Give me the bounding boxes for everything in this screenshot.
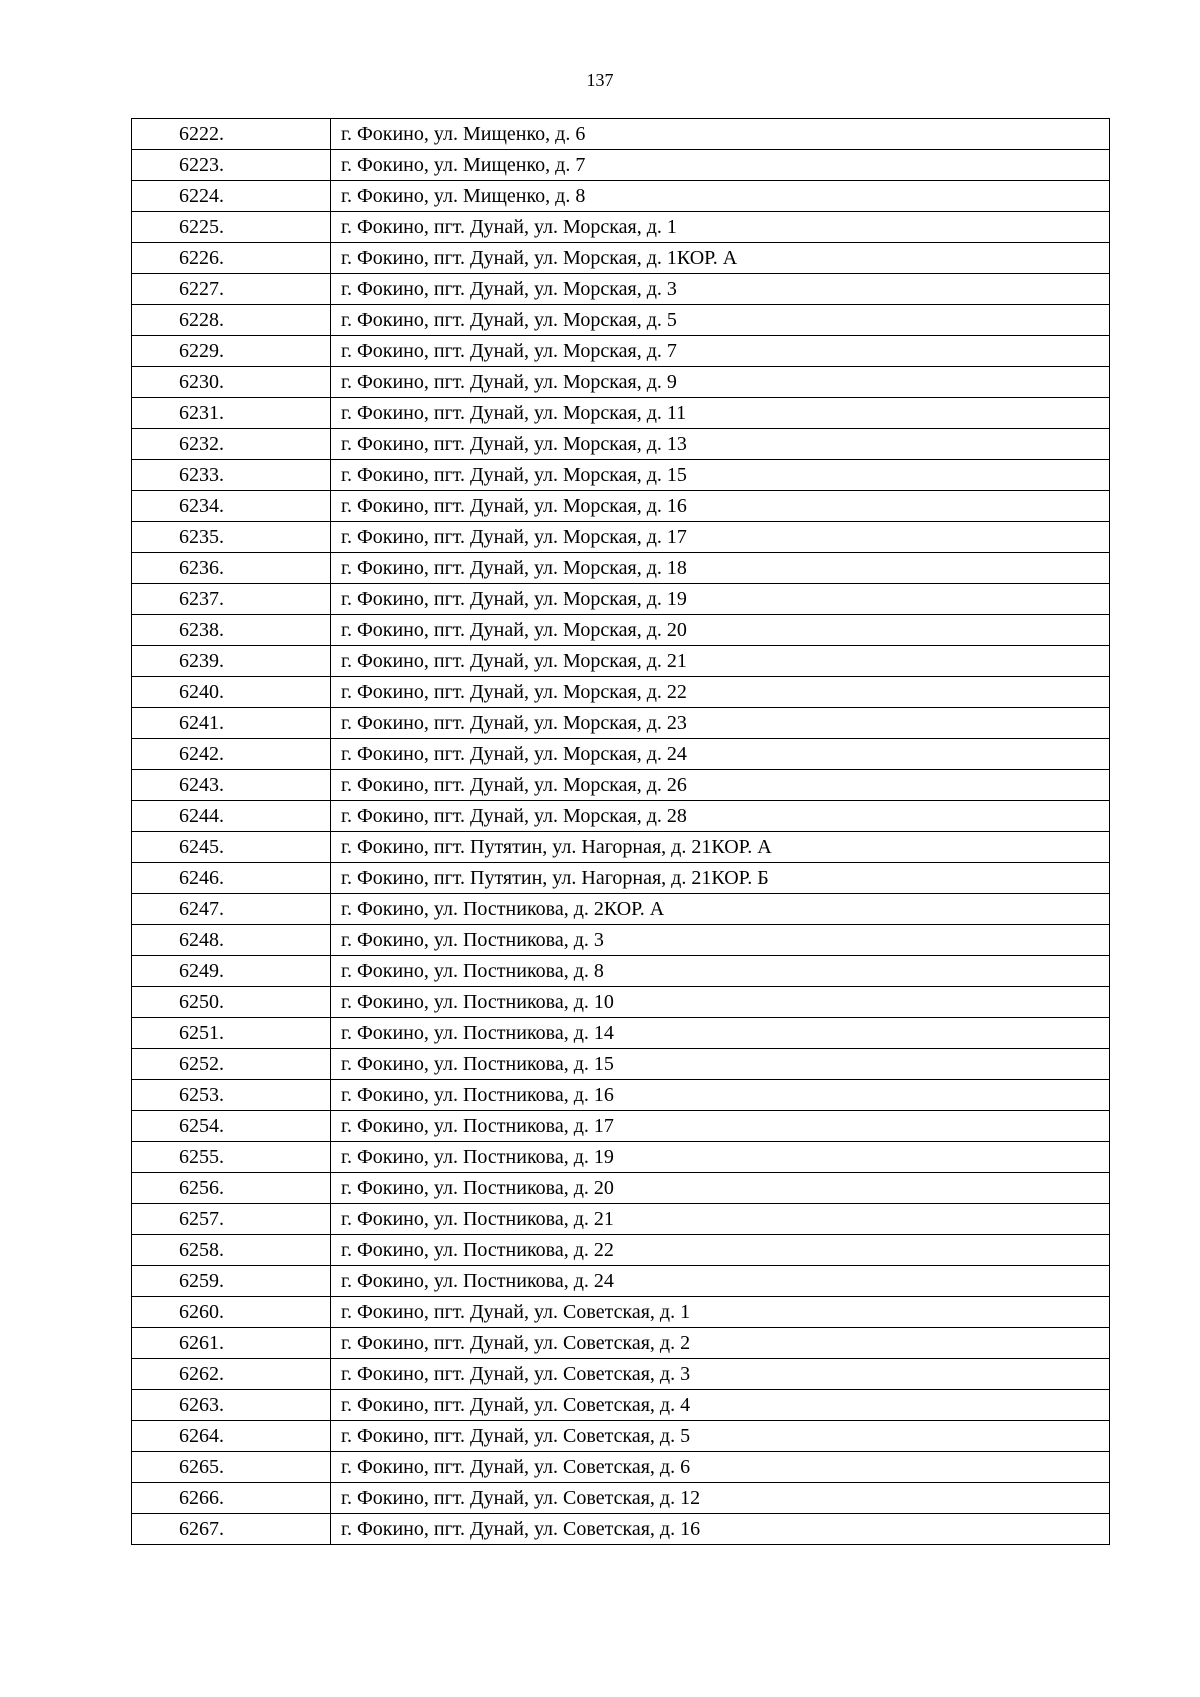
address-cell: г. Фокино, пгт. Дунай, ул. Советская, д. 2: [331, 1328, 1110, 1359]
table-row: [132, 863, 1110, 894]
address-cell: г. Фокино, ул. Постникова, д. 10: [331, 987, 1110, 1018]
address-cell: г. Фокино, пгт. Дунай, ул. Морская, д. 17: [331, 522, 1110, 553]
address-cell: г. Фокино, пгт. Дунай, ул. Морская, д. 3: [331, 274, 1110, 305]
table-row: [132, 181, 1110, 212]
row-number-cell: 6238.: [132, 615, 331, 646]
table-row: [132, 119, 1110, 150]
table-row: [132, 1514, 1110, 1545]
row-number-cell: 6226.: [132, 243, 331, 274]
address-cell: г. Фокино, пгт. Дунай, ул. Морская, д. 1: [331, 212, 1110, 243]
row-number-cell: 6248.: [132, 925, 331, 956]
table-row: [132, 677, 1110, 708]
address-cell: г. Фокино, пгт. Дунай, ул. Советская, д. 12: [331, 1483, 1110, 1514]
address-cell: г. Фокино, пгт. Дунай, ул. Морская, д. 7: [331, 336, 1110, 367]
address-cell: г. Фокино, пгт. Дунай, ул. Морская, д. 18: [331, 553, 1110, 584]
address-cell: г. Фокино, пгт. Дунай, ул. Морская, д. 9: [331, 367, 1110, 398]
page-number: 137: [586, 70, 614, 90]
row-number-cell: 6252.: [132, 1049, 331, 1080]
table-row: [132, 801, 1110, 832]
address-cell: г. Фокино, ул. Постникова, д. 24: [331, 1266, 1110, 1297]
row-number-cell: 6234.: [132, 491, 331, 522]
address-cell: г. Фокино, пгт. Дунай, ул. Морская, д. 15: [331, 460, 1110, 491]
table-row: [132, 894, 1110, 925]
table-row: [132, 243, 1110, 274]
table-row: [132, 1297, 1110, 1328]
address-cell: г. Фокино, ул. Постникова, д. 22: [331, 1235, 1110, 1266]
row-number-cell: 6263.: [132, 1390, 331, 1421]
table-row: [132, 274, 1110, 305]
table-row: [132, 1328, 1110, 1359]
row-number-cell: 6246.: [132, 863, 331, 894]
address-cell: г. Фокино, ул. Мищенко, д. 6: [331, 119, 1110, 150]
address-cell: г. Фокино, пгт. Дунай, ул. Советская, д. 6: [331, 1452, 1110, 1483]
row-number-cell: 6264.: [132, 1421, 331, 1452]
row-number-cell: 6254.: [132, 1111, 331, 1142]
address-cell: г. Фокино, пгт. Дунай, ул. Морская, д. 5: [331, 305, 1110, 336]
table-row: [132, 770, 1110, 801]
address-cell: г. Фокино, пгт. Дунай, ул. Морская, д. 28: [331, 801, 1110, 832]
table-row: [132, 739, 1110, 770]
row-number-cell: 6257.: [132, 1204, 331, 1235]
row-number-cell: 6239.: [132, 646, 331, 677]
table-row: [132, 584, 1110, 615]
row-number-cell: 6229.: [132, 336, 331, 367]
address-cell: г. Фокино, пгт. Дунай, ул. Морская, д. 21: [331, 646, 1110, 677]
table-row: [132, 460, 1110, 491]
address-cell: г. Фокино, пгт. Дунай, ул. Советская, д. 4: [331, 1390, 1110, 1421]
row-number-cell: 6245.: [132, 832, 331, 863]
table-row: [132, 522, 1110, 553]
address-cell: г. Фокино, ул. Мищенко, д. 8: [331, 181, 1110, 212]
table-row: [132, 150, 1110, 181]
table-row: [132, 491, 1110, 522]
table-row: [132, 1483, 1110, 1514]
table-row: [132, 956, 1110, 987]
row-number-cell: 6249.: [132, 956, 331, 987]
row-number-cell: 6235.: [132, 522, 331, 553]
address-cell: г. Фокино, ул. Постникова, д. 20: [331, 1173, 1110, 1204]
row-number-cell: 6233.: [132, 460, 331, 491]
row-number-cell: 6265.: [132, 1452, 331, 1483]
row-number-cell: 6227.: [132, 274, 331, 305]
row-number-cell: 6242.: [132, 739, 331, 770]
table-row: [132, 987, 1110, 1018]
row-number-cell: 6244.: [132, 801, 331, 832]
address-cell: г. Фокино, ул. Постникова, д. 14: [331, 1018, 1110, 1049]
table-row: [132, 305, 1110, 336]
row-number-cell: 6223.: [132, 150, 331, 181]
address-cell: г. Фокино, ул. Постникова, д. 3: [331, 925, 1110, 956]
address-cell: г. Фокино, пгт. Дунай, ул. Советская, д. 5: [331, 1421, 1110, 1452]
table-row: [132, 1111, 1110, 1142]
table-row: [132, 398, 1110, 429]
address-cell: г. Фокино, пгт. Дунай, ул. Морская, д. 19: [331, 584, 1110, 615]
row-number-cell: 6225.: [132, 212, 331, 243]
row-number-cell: 6259.: [132, 1266, 331, 1297]
row-number-cell: 6241.: [132, 708, 331, 739]
address-cell: г. Фокино, пгт. Путятин, ул. Нагорная, д. 21КОР. Б: [331, 863, 1110, 894]
table-row: [132, 1049, 1110, 1080]
address-cell: г. Фокино, ул. Постникова, д. 8: [331, 956, 1110, 987]
table-row: [132, 615, 1110, 646]
row-number-cell: 6247.: [132, 894, 331, 925]
address-cell: г. Фокино, пгт. Дунай, ул. Советская, д. 1: [331, 1297, 1110, 1328]
row-number-cell: 6260.: [132, 1297, 331, 1328]
address-cell: г. Фокино, ул. Постникова, д. 16: [331, 1080, 1110, 1111]
table-row: [132, 336, 1110, 367]
address-cell: г. Фокино, пгт. Дунай, ул. Морская, д. 22: [331, 677, 1110, 708]
row-number-cell: 6255.: [132, 1142, 331, 1173]
table-row: [132, 1421, 1110, 1452]
address-cell: г. Фокино, пгт. Дунай, ул. Морская, д. 26: [331, 770, 1110, 801]
row-number-cell: 6228.: [132, 305, 331, 336]
row-number-cell: 6250.: [132, 987, 331, 1018]
address-cell: г. Фокино, пгт. Дунай, ул. Морская, д. 24: [331, 739, 1110, 770]
row-number-cell: 6253.: [132, 1080, 331, 1111]
row-number-cell: 6261.: [132, 1328, 331, 1359]
row-number-cell: 6262.: [132, 1359, 331, 1390]
address-cell: г. Фокино, пгт. Дунай, ул. Морская, д. 13: [331, 429, 1110, 460]
address-cell: г. Фокино, пгт. Дунай, ул. Морская, д. 1КОР. А: [331, 243, 1110, 274]
table-row: [132, 832, 1110, 863]
address-cell: г. Фокино, пгт. Дунай, ул. Морская, д. 11: [331, 398, 1110, 429]
table-row: [132, 429, 1110, 460]
table-row: [132, 925, 1110, 956]
address-cell: г. Фокино, ул. Постникова, д. 21: [331, 1204, 1110, 1235]
table-row: [132, 646, 1110, 677]
address-cell: г. Фокино, ул. Постникова, д. 17: [331, 1111, 1110, 1142]
table-row: [132, 367, 1110, 398]
address-cell: г. Фокино, ул. Постникова, д. 2КОР. А: [331, 894, 1110, 925]
row-number-cell: 6222.: [132, 119, 331, 150]
row-number-cell: 6267.: [132, 1514, 331, 1545]
table-row: [132, 1266, 1110, 1297]
address-cell: г. Фокино, пгт. Дунай, ул. Советская, д. 3: [331, 1359, 1110, 1390]
row-number-cell: 6258.: [132, 1235, 331, 1266]
table-row: [132, 1142, 1110, 1173]
address-cell: г. Фокино, пгт. Дунай, ул. Морская, д. 16: [331, 491, 1110, 522]
table-row: [132, 1452, 1110, 1483]
row-number-cell: 6224.: [132, 181, 331, 212]
table-row: [132, 708, 1110, 739]
address-cell: г. Фокино, пгт. Дунай, ул. Морская, д. 23: [331, 708, 1110, 739]
row-number-cell: 6240.: [132, 677, 331, 708]
row-number-cell: 6237.: [132, 584, 331, 615]
row-number-cell: 6243.: [132, 770, 331, 801]
row-number-cell: 6232.: [132, 429, 331, 460]
address-cell: г. Фокино, ул. Постникова, д. 15: [331, 1049, 1110, 1080]
address-table-body: [132, 119, 1110, 1545]
table-row: [132, 1173, 1110, 1204]
row-number-cell: 6266.: [132, 1483, 331, 1514]
table-row: [132, 1080, 1110, 1111]
row-number-cell: 6251.: [132, 1018, 331, 1049]
address-cell: г. Фокино, ул. Постникова, д. 19: [331, 1142, 1110, 1173]
table-row: [132, 1359, 1110, 1390]
row-number-cell: 6231.: [132, 398, 331, 429]
table-row: [132, 553, 1110, 584]
table-row: [132, 1204, 1110, 1235]
row-number-cell: 6256.: [132, 1173, 331, 1204]
row-number-cell: 6230.: [132, 367, 331, 398]
address-cell: г. Фокино, пгт. Дунай, ул. Советская, д. 16: [331, 1514, 1110, 1545]
table-row: [132, 1390, 1110, 1421]
table-row: [132, 1018, 1110, 1049]
table-row: [132, 212, 1110, 243]
address-cell: г. Фокино, ул. Мищенко, д. 7: [331, 150, 1110, 181]
table-row: [132, 1235, 1110, 1266]
address-cell: г. Фокино, пгт. Дунай, ул. Морская, д. 20: [331, 615, 1110, 646]
address-cell: г. Фокино, пгт. Путятин, ул. Нагорная, д. 21КОР. А: [331, 832, 1110, 863]
address-table: [131, 118, 1110, 1545]
row-number-cell: 6236.: [132, 553, 331, 584]
